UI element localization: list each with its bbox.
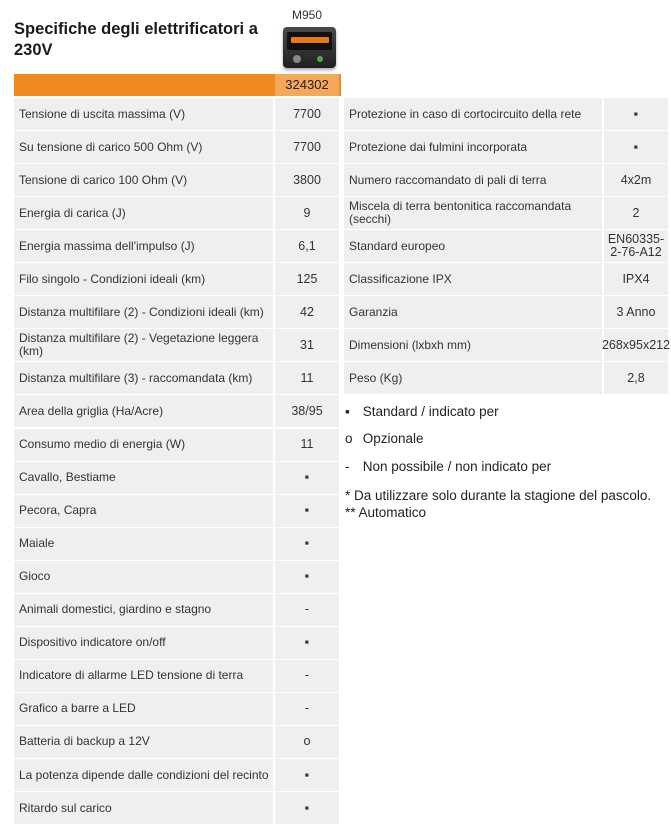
footnote: * Da utilizzare solo durante la stagione del pascolo. — [345, 488, 652, 503]
row-value: 125 — [275, 263, 339, 295]
row-value: ▪ — [275, 627, 339, 659]
row-value: 38/95 — [275, 395, 339, 427]
row-value: o — [275, 726, 339, 758]
row-label: Protezione in caso di cortocircuito della rete — [344, 98, 602, 130]
row-value: 9 — [275, 197, 339, 229]
row-label: Numero raccomandato di pali di terra — [344, 164, 602, 196]
legend-item — [345, 404, 499, 419]
row-value: 42 — [275, 296, 339, 328]
legend-symbol: o — [345, 431, 353, 446]
page-title: Specifiche degli elettrificatori a 230V — [14, 20, 258, 59]
row-label: Cavallo, Bestiame — [14, 462, 273, 494]
row-value: - — [275, 594, 339, 626]
row-value: - — [275, 660, 339, 692]
legend-text: Opzionale — [362, 431, 424, 446]
row-value: 6,1 — [275, 230, 339, 262]
row-value: 7700 — [275, 131, 339, 163]
row-value: 7700 — [275, 98, 339, 130]
row-label: Pecora, Capra — [14, 495, 273, 527]
footnote: ** Automatico — [345, 505, 427, 520]
row-value: ▪ — [275, 561, 339, 593]
row-value: 11 — [275, 429, 339, 461]
row-label: Tensione di uscita massima (V) — [14, 98, 273, 130]
row-label: Peso (Kg) — [344, 362, 602, 394]
row-label: Distanza multifilare (2) - Vegetazione leggera (km) — [14, 329, 273, 361]
row-label: Distanza multifilare (3) - raccomandata (km) — [14, 362, 273, 394]
row-value: ▪ — [275, 495, 339, 527]
row-value: ▪ — [275, 792, 339, 824]
row-label: Filo singolo - Condizioni ideali (km) — [14, 263, 273, 295]
row-label: Standard europeo — [344, 230, 602, 262]
row-label: Grafico a barre a LED — [14, 693, 273, 725]
row-value: 2,8 — [604, 362, 668, 394]
product-image — [283, 27, 336, 68]
model-name: M950 — [291, 8, 323, 22]
row-value: 31 — [275, 329, 339, 361]
row-label: Animali domestici, giardino e stagno — [14, 594, 273, 626]
row-label: Tensione di carico 100 Ohm (V) — [14, 164, 273, 196]
row-label: Area della griglia (Ha/Acre) — [14, 395, 273, 427]
row-value: ▪ — [275, 759, 339, 791]
row-label: Distanza multifilare (2) - Condizioni ideali (km) — [14, 296, 273, 328]
row-label: Maiale — [14, 528, 273, 560]
row-value: 3 Anno — [604, 296, 668, 328]
device-stripe — [291, 37, 329, 43]
row-label: Garanzia — [344, 296, 602, 328]
row-value: 3800 — [275, 164, 339, 196]
row-value: EN60335-2-76-A12 — [604, 230, 668, 262]
row-value: 268x95x212 — [604, 329, 668, 361]
row-label: Dispositivo indicatore on/off — [14, 627, 273, 659]
row-label: Protezione dai fulmini incorporata — [344, 131, 602, 163]
row-value: ▪ — [275, 528, 339, 560]
legend-text: Non possibile / non indicato per — [362, 459, 552, 474]
device-knob — [293, 55, 301, 63]
row-label: Miscela di terra bentonitica raccomandata (secchi) — [344, 197, 602, 229]
row-label: Gioco — [14, 561, 273, 593]
row-value: 4x2m — [604, 164, 668, 196]
row-label: Consumo medio di energia (W) — [14, 429, 273, 461]
row-label: Dimensioni (lxbxh mm) — [344, 329, 602, 361]
legend-item — [345, 431, 424, 446]
row-label: Indicatore di allarme LED tensione di terra — [14, 660, 273, 692]
product-code: 324302 — [275, 74, 339, 96]
device-led — [317, 56, 323, 62]
row-label: Batteria di backup a 12V — [14, 726, 273, 758]
row-value: - — [275, 693, 339, 725]
legend-item — [345, 459, 551, 474]
legend-symbol: - — [345, 459, 350, 474]
row-value: ▪ — [275, 462, 339, 494]
row-label: Su tensione di carico 500 Ohm (V) — [14, 131, 273, 163]
row-label: Energia di carica (J) — [14, 197, 273, 229]
row-value: IPX4 — [604, 263, 668, 295]
row-label: Ritardo sul carico — [14, 792, 273, 824]
row-value: 2 — [604, 197, 668, 229]
row-label: Energia massima dell'impulso (J) — [14, 230, 273, 262]
row-value: ▪ — [604, 98, 668, 130]
row-label: La potenza dipende dalle condizioni del recinto — [14, 759, 273, 791]
row-label: Classificazione IPX — [344, 263, 602, 295]
legend-symbol: ▪ — [345, 404, 350, 419]
row-value: 11 — [275, 362, 339, 394]
legend-text: Standard / indicato per — [362, 404, 499, 419]
row-value: ▪ — [604, 131, 668, 163]
